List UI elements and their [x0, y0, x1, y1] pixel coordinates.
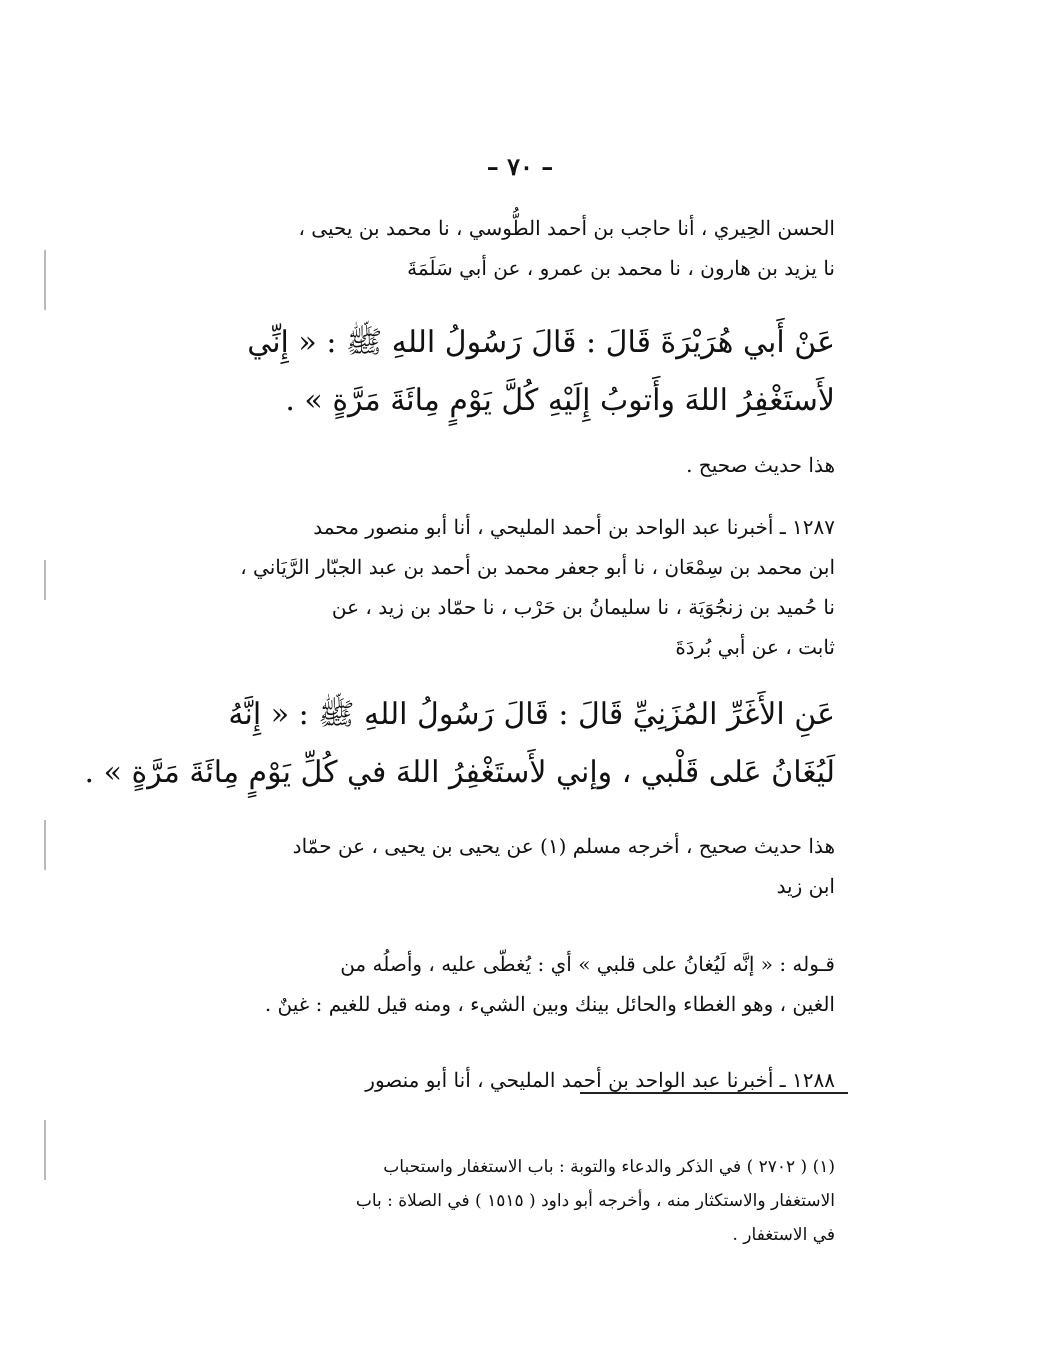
isnad-1288	[190, 1060, 835, 1100]
text-line: الحسن الحِيري ، أنا حاجب بن أحمد الطُّوسي ، نا محمد بن يحيى ،	[298, 216, 835, 240]
text-line: ١٢٨٨ ـ أخبرنا عبد الواحد بن أحمد المليحي ، أنا أبو منصور	[365, 1068, 835, 1092]
footnote	[190, 1150, 835, 1252]
isnad-1287	[190, 507, 835, 667]
footnote-line: (١) ( ٢٧٠٢ ) في الذكر والدعاء والتوبة : باب الاستغفار واستحباب	[383, 1157, 835, 1177]
text-line: هذا حديث صحيح ، أخرجه مسلم (١) عن يحيى بن يحيى ، عن حمّاد	[292, 834, 835, 858]
scan-margin-mark	[44, 1120, 46, 1180]
text-line: ابن محمد بن سِمْعَان ، نا أبو جعفر محمد بن أحمد بن عبد الجبّار الرَّيَاني ،	[240, 555, 835, 579]
hadith-line: لَيُغَانُ عَلى قَلْبي ، وإني لأَستَغْفِرُ اللهَ في كُلِّ يَوْمٍ مِائَةَ مَرَّةٍ » .	[84, 755, 835, 790]
footnote-line: في الاستغفار .	[732, 1225, 835, 1245]
text-line: ثابت ، عن أبي بُردَةَ	[675, 635, 835, 659]
footnote-line: الاستغفار والاستكثار منه ، وأخرجه أبو داود ( ١٥١٥ ) في الصلاة : باب	[355, 1191, 835, 1211]
commentary	[190, 944, 835, 1024]
hadith-2	[84, 686, 835, 802]
scan-margin-mark	[44, 560, 46, 600]
scan-margin-mark	[44, 820, 46, 870]
scan-margin-mark	[44, 250, 46, 310]
hadith-grade-1	[190, 445, 835, 485]
hadith-line: عَنْ أَبي هُرَيْرَةَ قَالَ : قَالَ رَسُولُ اللهِ ﷺ : « إِنِّي	[247, 325, 835, 360]
text-line: الغين ، وهو الغطاء والحائل بينك وبين الشيء ، ومنه قيل للغيم : غينٌ .	[264, 992, 835, 1016]
footnote-separator	[580, 1092, 848, 1094]
page-number: – ٧٠ –	[486, 152, 554, 181]
isnad-top	[190, 208, 835, 288]
hadith-1	[190, 314, 835, 430]
text-line: نا حُميد بن زنجُوَيَة ، نا سليمانُ بن حَرْب ، نا حمّاد بن زيد ، عن	[331, 595, 835, 619]
text-line: هذا حديث صحيح .	[686, 453, 835, 477]
hadith-grade-2	[190, 826, 835, 906]
text-line: قـوله : « إنَّه لَيُغانُ على قلبي » أي : يُغطّى عليه ، وأصلُه من	[340, 952, 835, 976]
text-line: ابن زيد	[776, 874, 835, 898]
text-line: نا يزيد بن هارون ، نا محمد بن عمرو ، عن أبي سَلَمَةَ	[407, 256, 835, 280]
text-line: ١٢٨٧ ـ أخبرنا عبد الواحد بن أحمد المليحي ، أنا أبو منصور محمد	[313, 515, 835, 539]
hadith-line: لأَستَغْفِرُ اللهَ وأَتوبُ إِلَيْهِ كُلَّ يَوْمٍ مِائَةَ مَرَّةٍ » .	[285, 383, 835, 418]
hadith-line: عَنِ الأَغَرِّ المُزَنِيِّ قَالَ : قَالَ رَسُولُ اللهِ ﷺ : « إِنَّهُ	[228, 697, 835, 732]
